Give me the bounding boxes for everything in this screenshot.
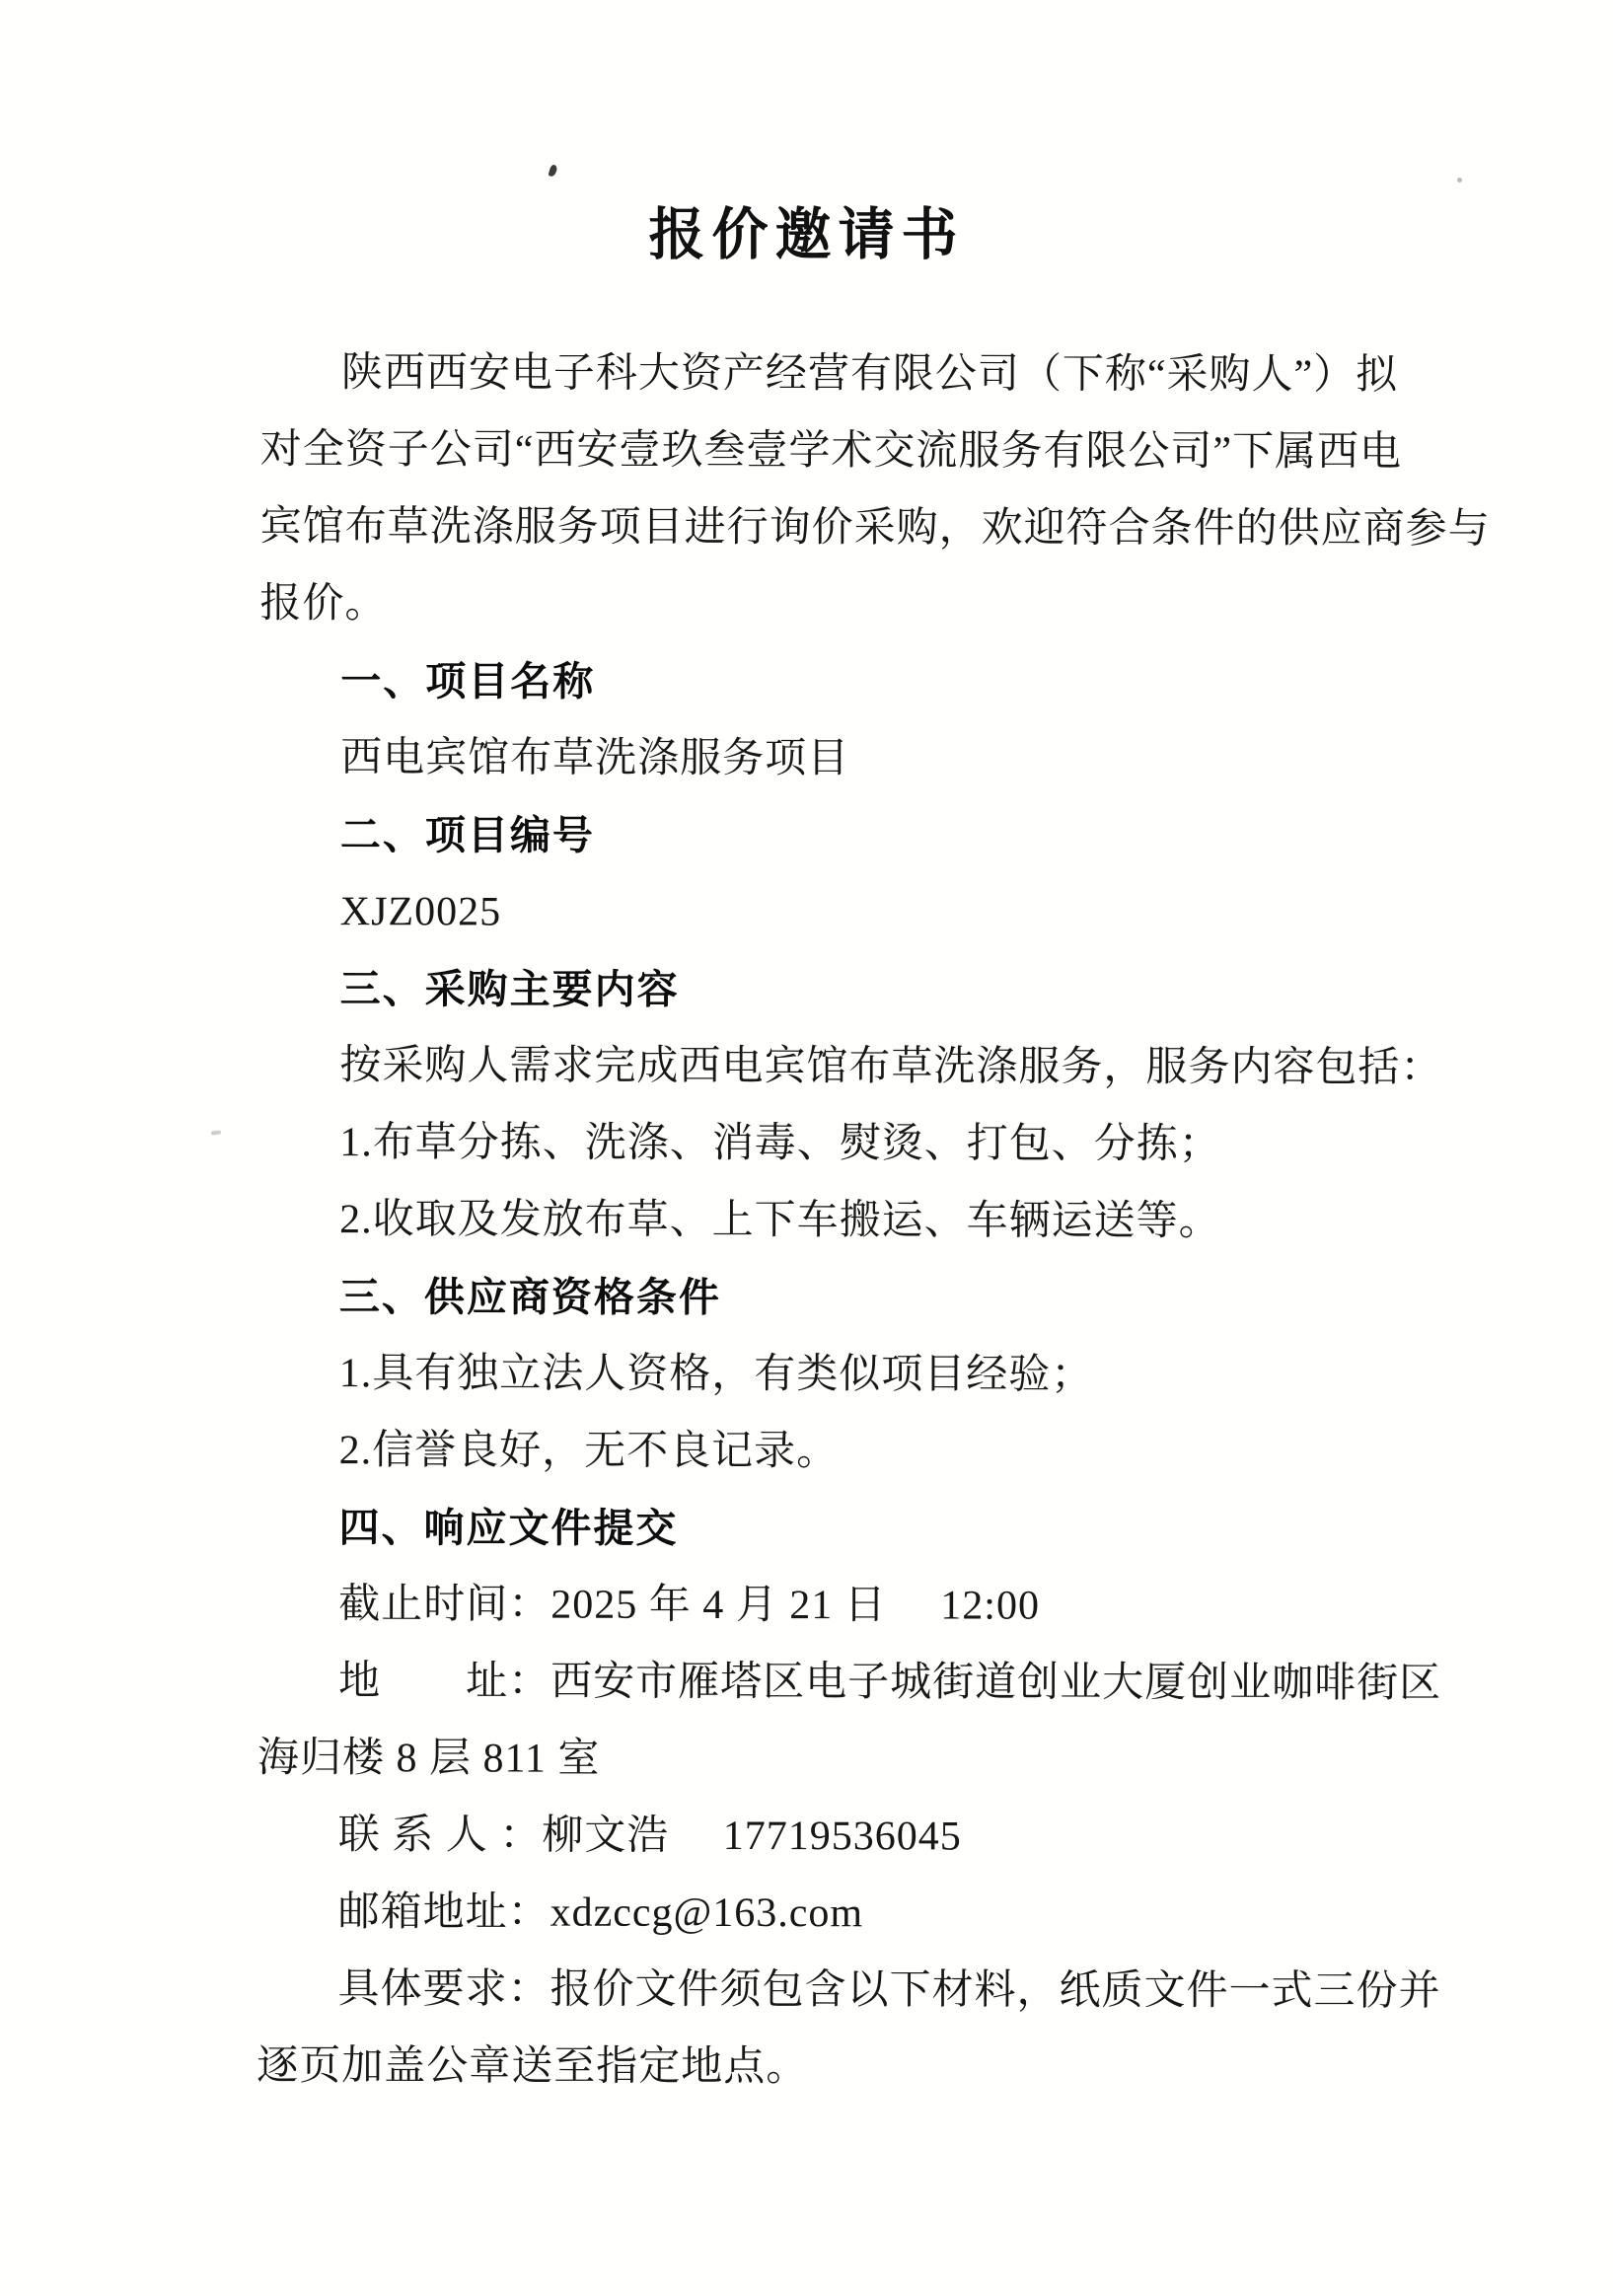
section-5-line-email: 邮箱地址：xdzccg@163.com: [337, 1889, 864, 1937]
document-body: [257, 334, 1491, 2108]
intro-line-2: 对全资子公司“西安壹玖叁壹学术交流服务有限公司”下属西电: [259, 426, 1403, 476]
section-4-heading: 三、供应商资格条件: [338, 1274, 722, 1320]
section-4-line-2: 2.信誉良好，无不良记录。: [338, 1428, 840, 1475]
scan-speck-icon: [211, 1130, 221, 1135]
section-5-line-requirements-cont: 逐页加盖公章送至指定地点。: [257, 2042, 809, 2091]
section-1-line-1: 西电宾馆布草洗涤服务项目: [340, 735, 850, 782]
section-5-line-deadline: 截止时间：2025 年 4 月 21 日 12:00: [338, 1582, 1041, 1629]
section-3-line-3: 2.收取及发放布草、上下车搬运、车辆运送等。: [339, 1197, 1221, 1245]
section-4-line-1: 1.具有独立法人资格，有类似项目经验；: [338, 1351, 1094, 1398]
section-1-heading: 一、项目名称: [340, 658, 596, 704]
section-2-line-1: XJZ0025: [339, 889, 502, 935]
section-3-line-2: 1.布草分拣、洗涤、消毒、熨烫、打包、分拣；: [339, 1120, 1221, 1168]
intro-line-3: 宾馆布草洗涤服务项目进行询价采购，欢迎符合条件的供应商参与: [259, 503, 1491, 553]
intro-line-4: 报价。: [259, 580, 388, 628]
section-5-line-address: 地 址：西安市雁塔区电子城街道创业大厦创业咖啡街区: [338, 1659, 1442, 1707]
section-2-heading: 二、项目编号: [339, 812, 595, 858]
intro-line-1: 陕西西安电子科大资产经营有限公司（下称“采购人”）拟: [340, 350, 1399, 399]
section-3-line-1: 按采购人需求完成西电宾馆布草洗涤服务，服务内容包括：: [339, 1043, 1443, 1091]
document-title: 报价邀请书: [648, 204, 965, 266]
scan-speck-icon: [1457, 178, 1462, 183]
section-5-line-requirements: 具体要求：报价文件须包含以下材料，纸质文件一式三份并: [337, 1966, 1441, 2015]
section-5-line-contact: 联 系 人 ：柳文浩 17719536045: [337, 1813, 962, 1860]
section-5-heading: 四、响应文件提交: [338, 1505, 679, 1551]
section-3-heading: 三、采购主要内容: [339, 966, 680, 1012]
scan-speck-icon: [548, 164, 557, 177]
section-5-line-address-cont: 海归楼 8 层 811 室: [257, 1735, 601, 1782]
